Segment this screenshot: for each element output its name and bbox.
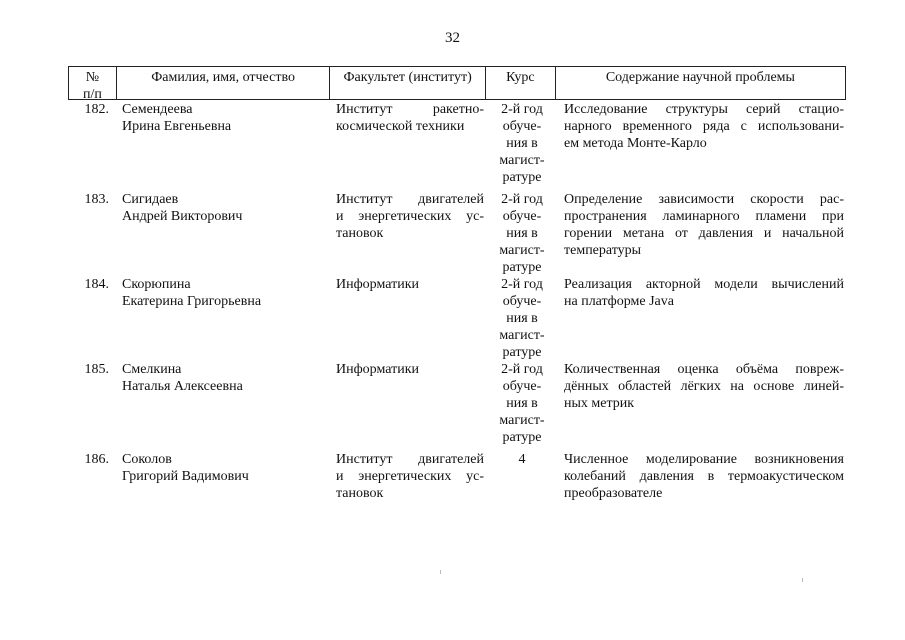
research-problem [556,276,846,310]
table-row [68,451,846,502]
header-problem: Содержание научной проблемы [605,70,795,85]
course-line: 4 [518,452,526,467]
student-faculty [330,101,486,135]
student-name [116,191,330,225]
research-problem [556,451,846,502]
course-line: магист- [499,328,545,343]
student-faculty [330,361,486,378]
course-line: ратуре [502,345,542,360]
faculty-line: Институт двигателей [336,192,484,207]
student-course [486,276,556,361]
research-problem [556,101,846,152]
table-row [68,101,846,186]
faculty-line: Институт ракетно- [336,102,484,117]
faculty-line: Информатики [336,362,419,377]
student-given-names: Наталья Алексеевна [122,379,243,394]
header-course: Курс [486,67,556,99]
course-line: ния в [506,311,538,326]
course-line: ния в [506,226,538,241]
faculty-line: Институт двигателей [336,452,484,467]
faculty-line: и энергетических ус- [336,209,484,224]
problem-line: дённых областей лёгких на основе линей- [564,379,844,394]
course-line: магист- [499,243,545,258]
problem-line: пространения ламинарного пламени при [564,209,844,224]
student-course [486,191,556,276]
problem-line: Количественная оценка объёма повреж- [564,362,844,377]
student-name [116,361,330,395]
course-line: ратуре [502,430,542,445]
faculty-line: тановок [336,226,384,241]
student-name [116,101,330,135]
header-name: Фамилия, имя, отчество [117,67,330,99]
student-faculty [330,276,486,293]
scan-mark [440,570,441,574]
course-line: обуче- [502,209,542,224]
problem-line: на платформе Java [564,294,674,309]
table-row [68,191,846,276]
course-line: магист- [499,413,545,428]
student-surname: Смелкина [122,362,182,377]
course-line: ратуре [502,260,542,275]
problem-line: преобразователе [564,486,663,501]
course-line: ния в [506,136,538,151]
student-course [486,361,556,446]
table-row [68,361,846,446]
faculty-line: космической техники [336,119,465,134]
problem-line: ем метода Монте-Карло [564,136,707,151]
student-surname: Семендеева [122,102,193,117]
problem-line: Определение зависимости скорости рас- [564,192,844,207]
students-table [68,66,846,501]
page-number: 32 [445,30,460,46]
student-given-names: Андрей Викторович [122,209,243,224]
header-number [69,67,117,102]
student-given-names: Ирина Евгеньевна [122,119,232,134]
course-line: обуче- [502,379,542,394]
student-given-names: Григорий Вадимович [122,469,249,484]
table-row [68,276,846,361]
research-problem [556,191,846,259]
student-name [116,276,330,310]
problem-line: ных метрик [564,396,635,411]
row-number: 183. [84,192,109,207]
problem-line: Реализация акторной модели вычислений [564,277,844,292]
course-line: магист- [499,153,545,168]
header-number-line2: п/п [83,87,102,102]
student-faculty [330,191,486,242]
row-number: 184. [84,277,109,292]
course-line: обуче- [502,294,542,309]
problem-line: колебаний давления в термоакустическом [564,469,844,484]
student-faculty [330,451,486,502]
row-number: 185. [84,362,109,377]
row-number: 186. [84,452,109,467]
student-course [486,451,556,468]
student-surname: Сигидаев [122,192,179,207]
header-faculty: Факультет (институт) [330,67,486,99]
course-line: ратуре [502,170,542,185]
student-surname: Соколов [122,452,172,467]
course-line: 2-й год [501,277,543,292]
problem-line: горении метана от давления и начальной [564,226,844,241]
faculty-line: тановок [336,486,384,501]
header-number-line1: № [85,70,100,85]
problem-line: нарного временного ряда с использовани- [564,119,844,134]
research-problem [556,361,846,412]
student-given-names: Екатерина Григорьевна [122,294,262,309]
student-surname: Скорюпина [122,277,191,292]
scan-mark [802,578,803,582]
course-line: 2-й год [501,362,543,377]
faculty-line: Информатики [336,277,419,292]
student-name [116,451,330,485]
table-header [68,66,846,100]
course-line: обуче- [502,119,542,134]
course-line: 2-й год [501,102,543,117]
course-line: ния в [506,396,538,411]
problem-line: Исследование структуры серий стацио- [564,102,844,117]
student-course [486,101,556,186]
row-number: 182. [84,102,109,117]
problem-line: температуры [564,243,642,258]
problem-line: Численное моделирование возникновения [564,452,844,467]
course-line: 2-й год [501,192,543,207]
faculty-line: и энергетических ус- [336,469,484,484]
